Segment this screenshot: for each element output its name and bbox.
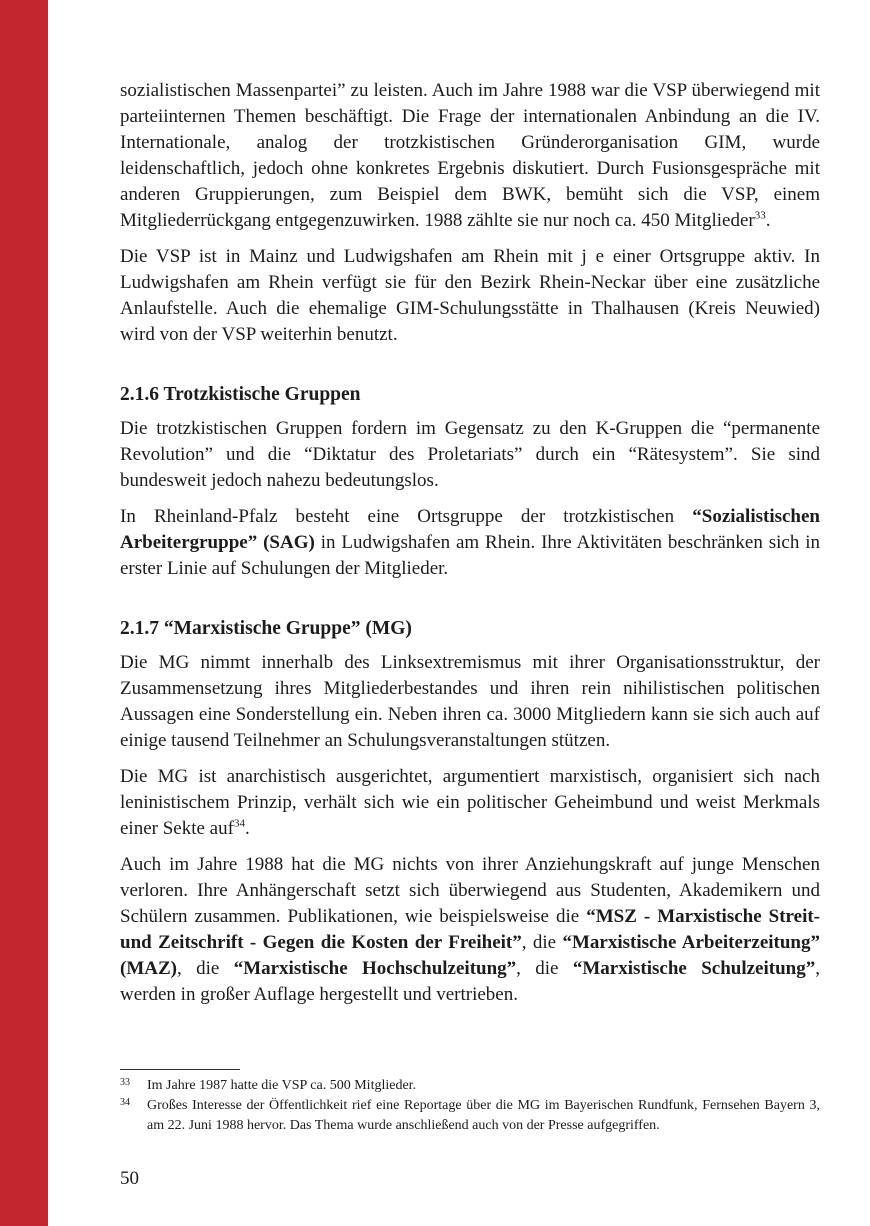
footnote-ref-33[interactable]: 33 (754, 209, 766, 222)
footnote-number: 33 (120, 1077, 130, 1088)
page-body (120, 78, 820, 1018)
footnotes (120, 1076, 820, 1136)
footnote-34 (120, 1096, 820, 1136)
margin-color-bar (0, 0, 48, 1226)
paragraph-vsp-locations: Die VSP ist in Mainz und Ludwigshafen am Rhein mit j e einer Ortsgruppe aktiv. In Ludwigshafen am Rhein verfügt sie für den Bezirk Rhein-Neckar über eine zusätzliche Anlaufstelle. Auch die ehemalige GIM-Schulungsstätte in Thalhausen (Kreis Neuwied) wird von der VSP weiterhin benutzt. (120, 246, 820, 345)
paragraph-vsp-activity: sozialistischen Massenpartei” zu leisten. Auch im Jahre 1988 war die VSP überwiegend mit parteiinternen Themen beschäftigt. Die Frage der internationalen Anbindung an die IV. Internationale, analog der trotzkistischen Gründerorganisation GIM, wurde leidenschaftlich, jedoch ohne konkretes Ergebnis diskutiert. Durch Fusionsgespräche mit anderen Gruppierungen, zum Beispiel dem BWK, bemüht sich die VSP, einem Mitgliederrückgang entgegenzuwirken. 1988 zählte sie nur noch ca. 450 Mitglieder$^{33}$. (120, 80, 820, 231)
paragraph-mg-structure: Die MG nimmt innerhalb des Linksextremismus mit ihrer Organisationsstruktur, der Zusammensetzung ihres Mitgliederbestandes und ihren rein nihilistischen politischen Aussagen eine Sonderstellung ein. Neben ihren ca. 3000 Mitgliedern kann sie sich auch auf einige tausend Teilnehmer an Schulungsveranstaltungen stützen. (120, 652, 820, 751)
page-number: 50 (120, 1168, 139, 1189)
heading-trotzkistische-gruppen: 2.1.6 Trotzkistische Gruppen (120, 384, 361, 405)
paragraph-mg-publications: Auch im Jahre 1988 hat die MG nichts von ihrer Anziehungskraft auf junge Menschen verloren. Ihre Anhängerschaft setzt sich überwiegend aus Studenten, Akademikern und Schülern zusammen. Publikationen, wie beispielsweise die “MSZ - Marxistische Streit- und Zeitschrift - Gegen die Kosten der Freiheit”, die “Marxistische Arbeiterzeitung” (MAZ), die “Marxistische Hochschulzeitung”, die “Marxistische Schulzeitung”, werden in großer Auflage hergestellt und vertrieben. (120, 854, 821, 1005)
heading-marxistische-gruppe: 2.1.7 “Marxistische Gruppe” (MG) (120, 618, 412, 639)
paragraph-trotzkist-demands: Die trotzkistischen Gruppen fordern im Gegensatz zu den K-Gruppen die “permanente Revolution” und die “Diktatur des Proletariats” durch ein “Rätesystem”. Sie sind bundesweit jedoch nahezu bedeutungslos. (120, 418, 820, 491)
paragraph-mg-organization: Die MG ist anarchistisch ausgerichtet, argumentiert marxistisch, organisiert sich nach leninistischem Prinzip, verhält sich wie ein politischer Geheimbund und weist Merkmals einer Sekte auf$^{34}$. (120, 766, 820, 839)
footnote-divider (120, 1069, 240, 1070)
footnote-number: 34 (120, 1097, 130, 1108)
footnote-text: Großes Interesse der Öffentlichkeit rief eine Reportage über die MG im Bayerischen Rundfunk, Fernsehen Bayern 3, am 22. Juni 1988 hervor. Das Thema wurde anschließend auch von der Presse aufgegriffen. (147, 1098, 820, 1133)
footnote-text: Im Jahre 1987 hatte die VSP ca. 500 Mitglieder. (147, 1078, 417, 1093)
paragraph-sag: In Rheinland-Pfalz besteht eine Ortsgruppe der trotzkistischen “Sozialistischen Arbeitergruppe” (SAG) in Ludwigshafen am Rhein. Ihre Aktivitäten beschränken sich in erster Linie auf Schulungen der Mitglieder. (120, 506, 820, 579)
footnote-33 (120, 1076, 820, 1096)
footnote-ref-34[interactable]: 34 (233, 817, 245, 830)
